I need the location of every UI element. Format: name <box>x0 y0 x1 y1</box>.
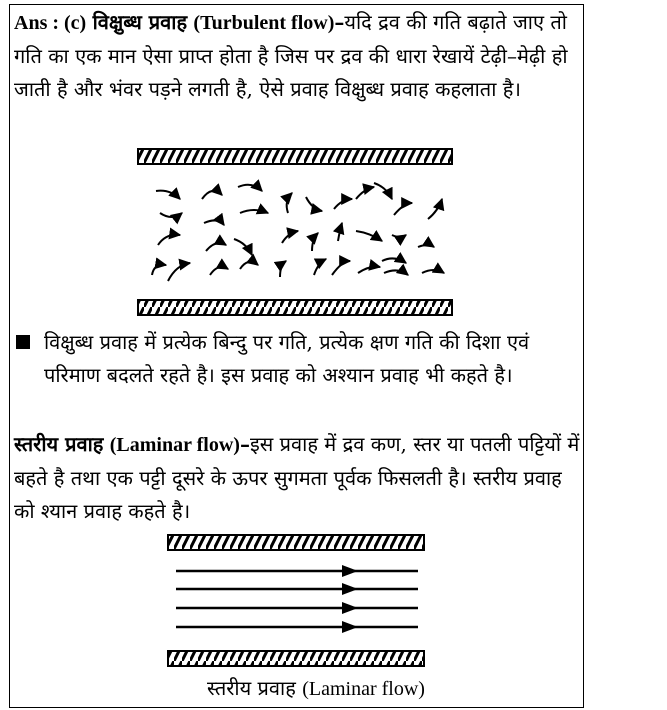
laminar-bottom-wall <box>168 651 424 666</box>
laminar-top-wall <box>168 535 424 550</box>
eddy-arrows <box>152 183 444 281</box>
streamline-arrowheads <box>342 565 358 633</box>
turbulent-flow-diagram <box>136 147 456 319</box>
laminar-dash: – <box>239 432 250 456</box>
laminar-term-english: (Laminar flow) <box>109 434 240 456</box>
bottom-wall <box>138 300 452 315</box>
top-wall <box>138 149 452 164</box>
bullet-paragraph: विक्षुब्ध प्रवाह में प्रत्येक बिन्दु पर गति, प्रत्येक क्षण गति की दिशा एवं परिमाण बदलते रहते है। इस प्रवाह को अश्यान प्रवाह भी कहते है। <box>44 330 530 387</box>
caption-english: (Laminar flow) <box>302 678 425 700</box>
turbulent-paragraph <box>14 6 580 106</box>
answer-label: Ans : (c) <box>14 12 87 34</box>
turbulent-definition: यदि द्रव की गति बढ़ाते जाए तो गति का एक मान ऐसा प्राप्त होता है जिस पर द्रव की धारा रेखायें टेढ़ी–मेढ़ी हो जाती है और भंवर पड़ने लगती है, ऐसे प्रवाह विक्षुब्ध प्रवाह कहलाता है। <box>14 10 568 101</box>
laminar-paragraph <box>14 428 580 528</box>
turbulent-term-hindi: विक्षुब्ध प्रवाह <box>92 10 188 34</box>
figure-caption <box>166 673 466 704</box>
laminar-flow-diagram <box>166 533 428 671</box>
turbulent-dash: – <box>334 10 345 34</box>
caption-hindi: स्तरीय प्रवाह <box>207 676 296 700</box>
laminar-definition: इस प्रवाह में द्रव कण, स्तर या पतली पट्टियों में बहते है तथा एक पट्टी दूसरे के ऊपर सुगमता पूर्वक फिसलती है। स्तरीय प्रवाह को श्यान प्रवाह कहते है। <box>14 432 580 523</box>
streamlines <box>176 571 418 627</box>
laminar-term-hindi: स्तरीय प्रवाह <box>14 432 104 456</box>
bullet-square-icon <box>16 335 30 349</box>
turbulent-term-english: (Turbulent flow) <box>193 12 335 34</box>
